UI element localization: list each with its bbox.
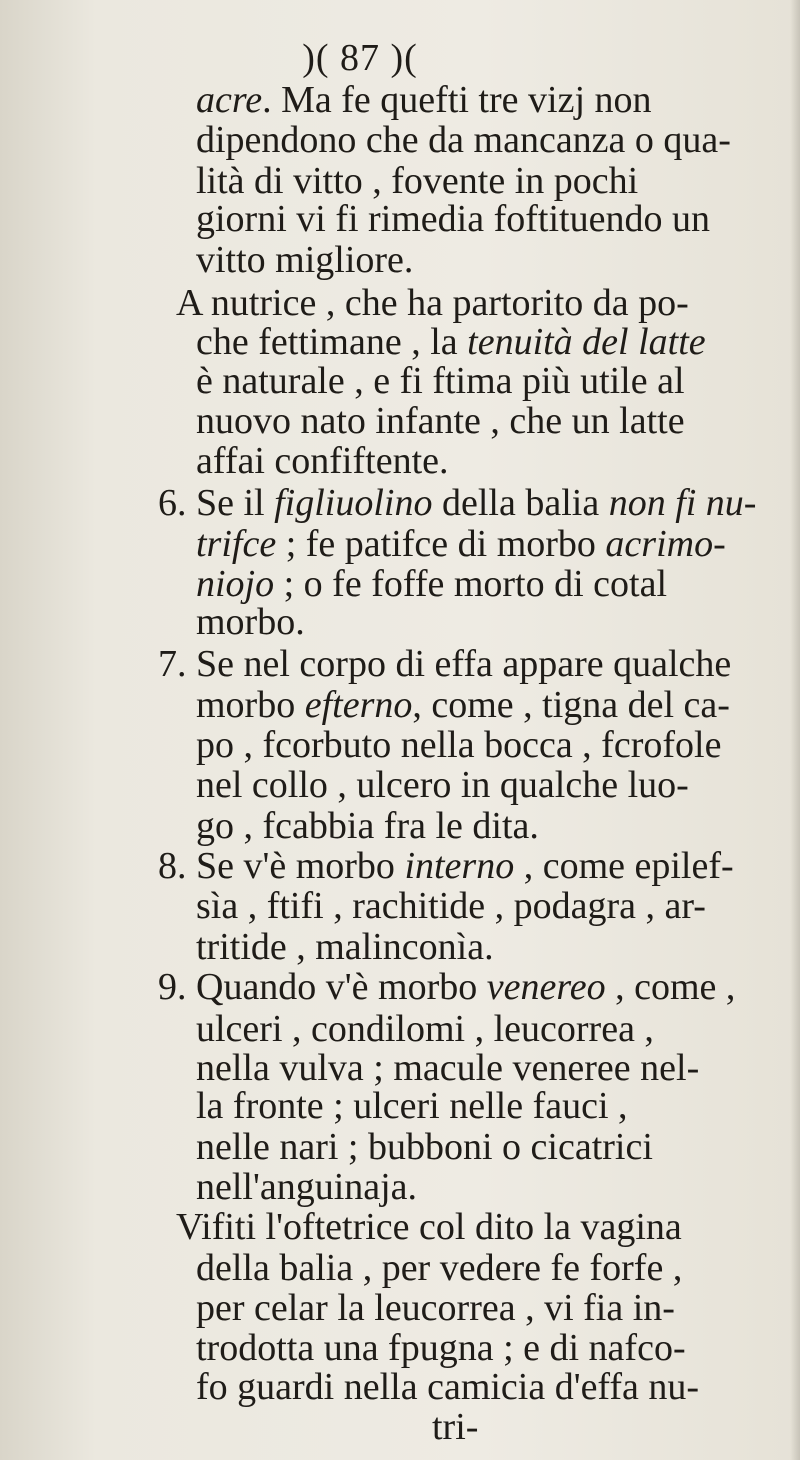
text-segment: po , fcorbuto nella bocca , fcrofole	[196, 724, 722, 767]
text-line	[196, 884, 706, 928]
italic-text: venereo	[486, 966, 606, 1009]
text-segment: . Ma fe quefti tre vizj non	[262, 79, 652, 121]
text-line	[196, 197, 710, 241]
text-line	[196, 238, 413, 282]
text-segment: , come , tigna del ca-	[412, 683, 730, 726]
text-line	[196, 439, 449, 483]
text-line	[176, 1205, 682, 1249]
text-line	[158, 642, 731, 686]
text-segment: è naturale , e fi ftima più utile al	[196, 359, 685, 402]
text-line	[196, 925, 494, 969]
italic-text: acre	[196, 79, 263, 121]
text-segment: 7. Se nel corpo di effa appare qualche	[158, 643, 732, 686]
text-segment: morbo.	[196, 601, 305, 644]
text-segment: nuovo nato infante , che un latte	[196, 399, 685, 442]
text-segment: nel collo , ulcero in qualche luo-	[196, 764, 689, 807]
text-line	[196, 804, 539, 848]
text-line	[196, 1125, 653, 1169]
text-line	[196, 1326, 686, 1370]
italic-text: interno	[404, 845, 515, 888]
text-line	[196, 1246, 682, 1290]
text-segment: go , fcabbia fra le dita.	[196, 804, 539, 847]
text-segment: ; o fe foffe morto di cotal	[274, 562, 668, 605]
text-line	[196, 1165, 417, 1209]
text-segment: tri-	[432, 1406, 479, 1449]
text-line	[196, 562, 667, 606]
text-segment: , come epilef-	[514, 845, 734, 888]
text-segment: nell'anguinaja.	[196, 1165, 418, 1208]
text-line	[196, 1007, 654, 1051]
text-segment: della balia , per vedere fe forfe ,	[196, 1246, 683, 1289]
text-line	[196, 1365, 699, 1409]
text-line	[196, 522, 726, 566]
text-line	[196, 359, 685, 403]
text-line	[196, 118, 731, 162]
italic-text: efterno	[304, 683, 413, 726]
text-segment: la fronte ; ulceri nelle fauci ,	[196, 1085, 628, 1128]
page-edge-shadow	[790, 0, 800, 1460]
text-segment: tritide , malinconìa.	[196, 925, 494, 968]
text-line	[196, 159, 638, 203]
text-segment: morbo	[196, 683, 305, 726]
text-line	[196, 600, 305, 644]
text-line	[196, 683, 730, 727]
text-segment: fo guardi nella camicia d'effa nu-	[196, 1365, 700, 1408]
text-segment: ulceri , condilomi , leucorrea ,	[196, 1008, 654, 1051]
text-segment: vitto migliore.	[196, 238, 414, 281]
text-line	[176, 281, 689, 325]
italic-text: tenuità del latte	[467, 320, 706, 363]
text-line	[196, 1286, 675, 1330]
text-segment: nelle nari ; bubboni o cicatrici	[196, 1125, 653, 1168]
text-line	[158, 481, 756, 525]
text-segment: sìa , ftifi , rachitide , podagra , ar-	[196, 885, 706, 928]
italic-text: niojo	[196, 562, 275, 605]
italic-text: figliuolino	[274, 482, 433, 525]
text-segment: 9. Quando v'è morbo	[158, 966, 487, 1009]
text-segment: Vifiti l'oftetrice col dito la vagina	[176, 1206, 682, 1249]
text-segment: A nutrice , che ha partorito da po-	[176, 282, 689, 325]
text-segment: che fettimane , la	[196, 320, 468, 363]
italic-text: trifce	[196, 522, 277, 565]
text-segment: per celar la leucorrea , vi fia in-	[196, 1286, 675, 1329]
text-line	[196, 1046, 699, 1090]
text-line	[196, 763, 689, 807]
text-segment: 8. Se v'è morbo	[158, 845, 405, 888]
italic-text: non fi nu-	[608, 482, 757, 525]
text-line	[158, 844, 734, 888]
text-segment: affai confiftente.	[196, 440, 449, 483]
text-segment: trodotta una fpugna ; e di nafco-	[196, 1327, 686, 1370]
italic-text: acrimo-	[605, 522, 726, 565]
text-line	[158, 965, 735, 1009]
text-line	[196, 723, 721, 767]
text-line	[196, 78, 652, 122]
text-line	[432, 1405, 478, 1449]
text-segment: , come ,	[605, 966, 736, 1009]
text-segment: dipendono che da mancanza o qua-	[196, 119, 731, 162]
text-segment: 6. Se il	[158, 482, 275, 525]
text-segment: della balia	[432, 482, 609, 525]
text-line	[196, 320, 706, 364]
text-segment: ; fe patifce di morbo	[276, 522, 606, 565]
text-segment: lità di vitto , fovente in pochi	[196, 159, 639, 202]
text-segment: nella vulva ; macule veneree nel-	[196, 1046, 700, 1089]
text-segment: giorni vi fi rimedia foftituendo un	[196, 198, 710, 241]
page-number: )( 87 )(	[302, 37, 418, 79]
text-line	[196, 399, 685, 443]
text-line	[196, 1084, 628, 1128]
